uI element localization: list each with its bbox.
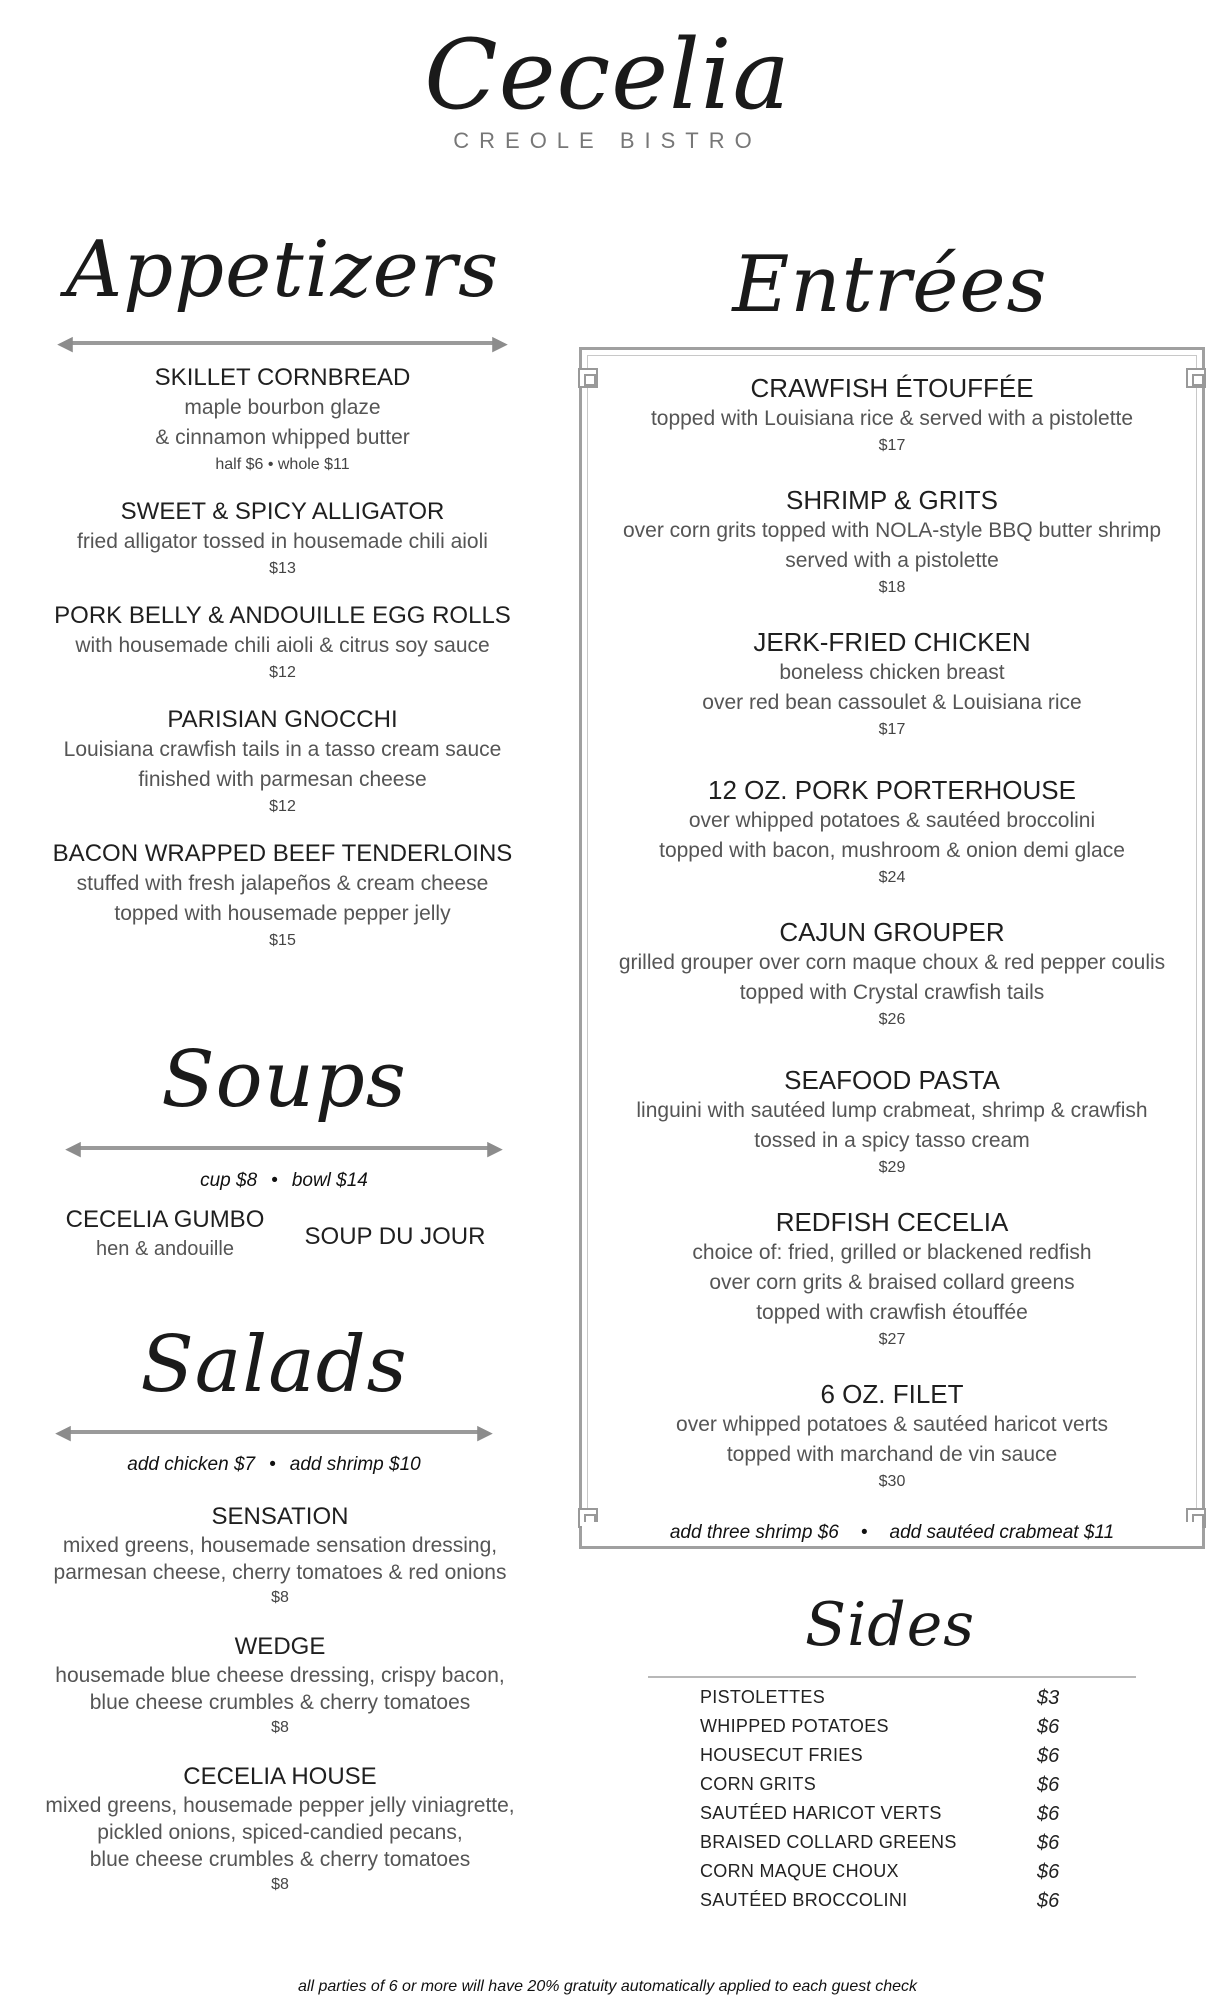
add-chicken-price: add chicken $7 xyxy=(127,1454,256,1475)
menu-item xyxy=(592,916,1192,1032)
menu-item xyxy=(592,1206,1192,1352)
soups-size-note xyxy=(58,1170,510,1192)
arrow-left-ornament-icon: ◄ xyxy=(60,1133,86,1163)
appetizers-list xyxy=(50,363,515,953)
item-price: $17 xyxy=(878,437,906,454)
add-shrimp-price: add three shrimp $6 xyxy=(669,1522,839,1543)
item-name: SKILLET CORNBREAD xyxy=(154,364,411,391)
item-desc: mixed greens, housemade pepper jelly viniagrette, xyxy=(45,1794,515,1817)
side-item xyxy=(700,1774,1060,1803)
side-item xyxy=(700,1803,1060,1832)
item-desc: topped with housemade pepper jelly xyxy=(114,902,451,925)
side-name: SAUTÉED BROCCOLINI xyxy=(700,1890,908,1910)
menu-item xyxy=(592,1064,1192,1180)
side-item xyxy=(700,1745,1060,1774)
menu-item xyxy=(50,839,515,953)
side-price: $6 xyxy=(1037,1774,1060,1796)
arrow-left-ornament-icon: ◄ xyxy=(52,328,78,358)
soups-title: Soups xyxy=(161,1035,407,1125)
soup-cup-price: cup $8 xyxy=(200,1170,258,1191)
entrees-addon-note xyxy=(582,1522,1202,1544)
item-price: $8 xyxy=(271,1876,289,1893)
item-price: $8 xyxy=(271,1719,289,1736)
item-name: CAJUN GROUPER xyxy=(779,917,1005,947)
menu-item xyxy=(592,1378,1192,1494)
item-price: $17 xyxy=(878,721,906,738)
entrees-title: Entrées xyxy=(732,240,1048,330)
item-name: PARISIAN GNOCCHI xyxy=(167,706,398,733)
item-desc: topped with crawfish étouffée xyxy=(756,1301,1028,1324)
side-item xyxy=(700,1890,1060,1919)
item-desc: topped with marchand de vin sauce xyxy=(726,1443,1058,1466)
menu-item xyxy=(592,774,1192,890)
side-price: $6 xyxy=(1037,1716,1060,1738)
item-desc: blue cheese crumbles & cherry tomatoes xyxy=(89,1691,471,1714)
item-price: $18 xyxy=(878,579,906,596)
item-desc: finished with parmesan cheese xyxy=(138,768,427,791)
arrow-right-ornament-icon: ► xyxy=(472,1417,498,1447)
item-desc: tossed in a spicy tasso cream xyxy=(754,1129,1030,1152)
item-desc: Louisiana crawfish tails in a tasso cream sauce xyxy=(63,738,502,761)
salads-section xyxy=(48,1315,500,1476)
item-name: 12 OZ. PORK PORTERHOUSE xyxy=(708,775,1076,805)
menu-item xyxy=(50,497,515,581)
menu-header xyxy=(0,20,1215,154)
item-desc: with housemade chili aioli & citrus soy sauce xyxy=(75,634,490,657)
item-price: $12 xyxy=(269,664,296,681)
item-desc: mixed greens, housemade sensation dressing, xyxy=(62,1534,498,1557)
arrow-right-ornament-icon: ► xyxy=(487,328,513,358)
side-price: $6 xyxy=(1037,1832,1060,1854)
appetizers-title: Appetizers xyxy=(65,225,500,315)
side-name: BRAISED COLLARD GREENS xyxy=(700,1832,957,1852)
item-desc: over whipped potatoes & sautéed haricot verts xyxy=(676,1413,1108,1436)
side-item xyxy=(700,1687,1060,1716)
gratuity-note: all parties of 6 or more will have 20% gratuity automatically applied to each guest check xyxy=(298,1978,917,1995)
item-price: $26 xyxy=(878,1011,906,1028)
item-desc: fried alligator tossed in housemade chili aioli xyxy=(77,530,488,553)
item-price: $13 xyxy=(269,560,296,577)
item-desc: served with a pistolette xyxy=(785,549,999,572)
item-desc: choice of: fried, grilled or blackened redfish xyxy=(692,1241,1092,1264)
item-desc: blue cheese crumbles & cherry tomatoes xyxy=(89,1848,471,1871)
item-price: $12 xyxy=(269,798,296,815)
salads-title: Salads xyxy=(140,1320,408,1410)
section-divider xyxy=(48,1418,500,1446)
soups-section xyxy=(58,1030,510,1192)
salads-list xyxy=(20,1502,540,1917)
menu-item xyxy=(592,372,1192,458)
side-price: $3 xyxy=(1037,1687,1060,1709)
item-name: SHRIMP & GRITS xyxy=(786,485,998,515)
item-desc: & cinnamon whipped butter xyxy=(155,426,410,449)
section-divider xyxy=(58,1134,510,1162)
side-item xyxy=(700,1716,1060,1745)
item-desc: over corn grits & braised collard greens xyxy=(709,1271,1075,1294)
side-price: $6 xyxy=(1037,1861,1060,1883)
side-name: PISTOLETTES xyxy=(700,1687,826,1707)
side-name: SAUTÉED HARICOT VERTS xyxy=(700,1803,942,1823)
item-name: SENSATION xyxy=(211,1503,349,1530)
entrees-frame xyxy=(579,347,1205,1549)
menu-item xyxy=(50,705,515,819)
soup-bowl-price: bowl $14 xyxy=(291,1170,368,1191)
separator-dot: • xyxy=(269,1454,276,1475)
item-desc: topped with Crystal crawfish tails xyxy=(739,981,1045,1004)
item-desc: pickled onions, spiced-candied pecans, xyxy=(97,1821,463,1844)
item-price: half $6 • whole $11 xyxy=(215,456,350,473)
menu-item xyxy=(592,626,1192,742)
side-price: $6 xyxy=(1037,1890,1060,1912)
restaurant-tagline: CREOLE BISTRO xyxy=(453,128,762,153)
item-name: PORK BELLY & ANDOUILLE EGG ROLLS xyxy=(54,602,511,629)
item-name: CECELIA HOUSE xyxy=(183,1763,377,1790)
arrow-left-ornament-icon: ◄ xyxy=(50,1417,76,1447)
menu-item xyxy=(20,1502,540,1610)
side-item xyxy=(700,1861,1060,1890)
item-desc: boneless chicken breast xyxy=(779,661,1005,684)
separator-dot: • xyxy=(860,1522,868,1543)
item-price: $30 xyxy=(878,1473,906,1490)
item-desc: topped with bacon, mushroom & onion demi glace xyxy=(659,839,1125,862)
side-name: CORN GRITS xyxy=(700,1774,817,1794)
item-name: SOUP DU JOUR xyxy=(304,1223,486,1250)
item-desc: over red bean cassoulet & Louisiana rice xyxy=(702,691,1082,714)
item-desc: grilled grouper over corn maque choux & red pepper coulis xyxy=(618,951,1166,974)
menu-item xyxy=(20,1762,540,1897)
soup-item xyxy=(290,1222,500,1252)
item-name: SEAFOOD PASTA xyxy=(784,1065,1000,1095)
item-name: BACON WRAPPED BEEF TENDERLOINS xyxy=(52,840,513,867)
item-desc: linguini with sautéed lump crabmeat, shrimp & crawfish xyxy=(636,1099,1148,1122)
menu-item xyxy=(50,601,515,685)
side-name: CORN MAQUE CHOUX xyxy=(700,1861,899,1881)
item-price: $8 xyxy=(271,1589,289,1606)
item-name: WEDGE xyxy=(234,1633,326,1660)
item-desc: stuffed with fresh jalapeños & cream cheese xyxy=(76,872,489,895)
item-price: $27 xyxy=(878,1331,906,1348)
arrow-right-ornament-icon: ► xyxy=(482,1133,508,1163)
item-name: 6 OZ. FILET xyxy=(820,1379,964,1409)
item-name: JERK-FRIED CHICKEN xyxy=(753,627,1031,657)
sides-divider xyxy=(648,1676,1136,1678)
item-desc: housemade blue cheese dressing, crispy bacon, xyxy=(55,1664,505,1687)
sides-title: Sides xyxy=(805,1590,975,1660)
side-price: $6 xyxy=(1037,1745,1060,1767)
item-name: SWEET & SPICY ALLIGATOR xyxy=(120,498,445,525)
item-desc: hen & andouille xyxy=(96,1238,234,1260)
item-price: $15 xyxy=(269,932,296,949)
item-name: CRAWFISH ÉTOUFFÉE xyxy=(750,373,1034,403)
separator-dot: • xyxy=(271,1170,278,1191)
menu-item xyxy=(50,363,515,477)
item-name: REDFISH CECELIA xyxy=(775,1207,1009,1237)
item-price: $29 xyxy=(878,1159,906,1176)
item-desc: parmesan cheese, cherry tomatoes & red onions xyxy=(53,1561,507,1584)
salads-addon-note xyxy=(48,1454,500,1476)
side-name: HOUSECUT FRIES xyxy=(700,1745,863,1765)
add-crabmeat-price: add sautéed crabmeat $11 xyxy=(889,1522,1115,1543)
item-desc: maple bourbon glaze xyxy=(184,396,381,419)
menu-item xyxy=(20,1632,540,1740)
menu-item xyxy=(592,484,1192,600)
appetizers-section xyxy=(50,215,515,973)
item-price: $24 xyxy=(878,869,906,886)
soup-item xyxy=(50,1205,280,1263)
item-desc: topped with Louisiana rice & served with a pistolette xyxy=(650,407,1134,430)
restaurant-logo: Cecelia xyxy=(424,19,791,131)
side-item xyxy=(700,1832,1060,1861)
side-price: $6 xyxy=(1037,1803,1060,1825)
item-name: CECELIA GUMBO xyxy=(65,1206,265,1233)
item-desc: over whipped potatoes & sautéed broccolini xyxy=(688,809,1096,832)
item-desc: over corn grits topped with NOLA-style BBQ butter shrimp xyxy=(622,519,1162,542)
side-name: WHIPPED POTATOES xyxy=(700,1716,889,1736)
add-shrimp-price: add shrimp $10 xyxy=(289,1454,421,1475)
section-divider xyxy=(50,329,515,357)
